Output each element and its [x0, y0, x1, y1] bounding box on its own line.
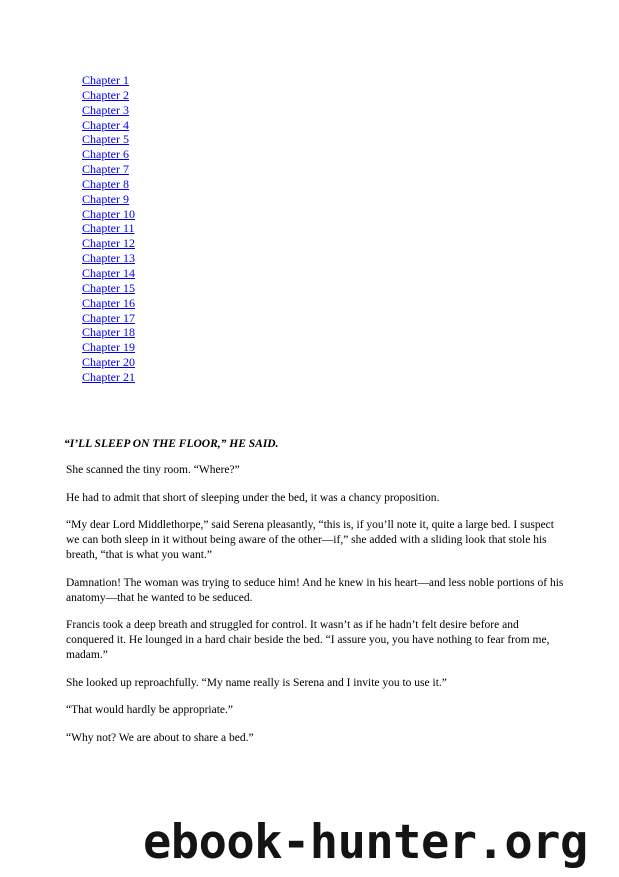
chapter-link-13[interactable]: Chapter 13	[82, 251, 135, 266]
paragraph: “My dear Lord Middlethorpe,” said Serena pleasantly, “this is, if you’ll note it, quite a large bed. I suspect we can both sleep in it without being aware of the other—if,” she added with a sliding look that stole his breath, “that is what you want.”	[66, 519, 554, 561]
chapter-link-15[interactable]: Chapter 15	[82, 280, 135, 295]
toc-item	[82, 251, 135, 266]
chapter-link-19[interactable]: Chapter 19	[82, 340, 135, 355]
paragraph: “That would hardly be appropriate.”	[66, 704, 234, 716]
chapter-link-17[interactable]: Chapter 17	[82, 310, 135, 325]
paragraph: Francis took a deep breath and struggled for control. It wasn’t as if he hadn’t felt desire before and conquered it. He lounged in a hard chair beside the bed. “I assure you, you have nothing to fear from me, madam.”	[66, 619, 550, 661]
toc-item	[82, 236, 135, 251]
toc-item	[82, 132, 135, 147]
table-of-contents	[82, 73, 135, 385]
paragraph: She scanned the tiny room. “Where?”	[66, 464, 240, 476]
toc-item	[82, 370, 135, 385]
toc-item	[82, 281, 135, 296]
chapter-link-4[interactable]: Chapter 4	[82, 117, 129, 132]
chapter-link-11[interactable]: Chapter 11	[82, 221, 135, 236]
toc-item	[82, 118, 135, 133]
chapter-link-10[interactable]: Chapter 10	[82, 206, 135, 221]
toc-item	[82, 73, 135, 88]
watermark: ebook-hunter.org	[143, 815, 588, 870]
chapter-link-8[interactable]: Chapter 8	[82, 176, 129, 191]
toc-item	[82, 177, 135, 192]
toc-item	[82, 325, 135, 340]
toc-item	[82, 296, 135, 311]
chapter-link-2[interactable]: Chapter 2	[82, 87, 129, 102]
toc-item	[82, 192, 135, 207]
paragraph: He had to admit that short of sleeping under the bed, it was a chancy proposition.	[66, 491, 440, 504]
toc-item	[82, 221, 135, 236]
chapter-link-3[interactable]: Chapter 3	[82, 102, 129, 117]
paragraph: “Why not? We are about to share a bed.”	[66, 731, 254, 744]
paragraph: She looked up reproachfully. “My name really is Serena and I invite you to use it.”	[66, 676, 447, 689]
toc-item	[82, 340, 135, 355]
chapter-link-20[interactable]: Chapter 20	[82, 355, 135, 370]
chapter-link-9[interactable]: Chapter 9	[82, 191, 129, 206]
chapter-link-7[interactable]: Chapter 7	[82, 162, 129, 177]
toc-item	[82, 162, 135, 177]
toc-item	[82, 88, 135, 103]
chapter-link-1[interactable]: Chapter 1	[82, 73, 129, 87]
excerpt-heading: “I’LL SLEEP ON THE FLOOR,” HE SAID.	[64, 438, 279, 450]
toc-item	[82, 311, 135, 326]
chapter-link-12[interactable]: Chapter 12	[82, 236, 135, 251]
toc-item	[82, 266, 135, 281]
chapter-link-18[interactable]: Chapter 18	[82, 325, 135, 340]
paragraph: Damnation! The woman was trying to seduce him! And he knew in his heart—and less noble portions of his anatomy—that he wanted to be seduced.	[66, 576, 564, 604]
toc-item	[82, 103, 135, 118]
toc-item	[82, 207, 135, 222]
chapter-link-6[interactable]: Chapter 6	[82, 147, 129, 162]
toc-item	[82, 147, 135, 162]
chapter-link-21[interactable]: Chapter 21	[82, 369, 135, 384]
chapter-link-16[interactable]: Chapter 16	[82, 295, 135, 310]
chapter-link-5[interactable]: Chapter 5	[82, 132, 129, 147]
book-excerpt	[64, 437, 564, 758]
chapter-link-14[interactable]: Chapter 14	[82, 265, 135, 280]
toc-item	[82, 355, 135, 370]
